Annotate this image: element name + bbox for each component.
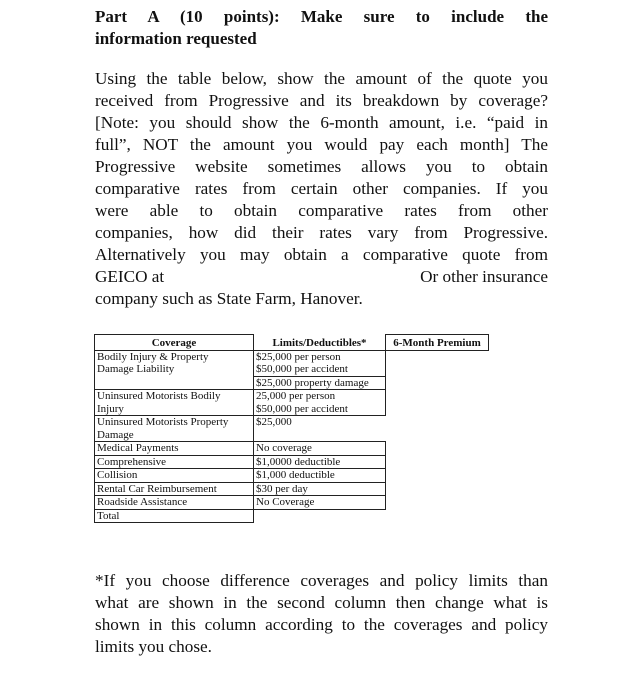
limits-text: $50,000 per accident (256, 402, 348, 415)
table-row (95, 442, 489, 456)
limits-cell (254, 455, 386, 469)
limits-text: $30 per day (256, 482, 308, 495)
limits-text: $1,000 deductible (256, 469, 335, 481)
paragraph-line: companies, how did their rates vary from Progressive. (95, 223, 548, 242)
paragraph-line: Using the table below, show the amount of the quote you (95, 69, 548, 88)
paragraph-last-line: company such as State Farm, Hanover. (95, 289, 363, 308)
premium-cell[interactable] (386, 350, 489, 390)
limits-cell (254, 509, 386, 523)
instructions-paragraph (95, 68, 548, 310)
premium-cell[interactable] (386, 390, 489, 416)
footnote (95, 570, 548, 658)
geico-line (95, 266, 548, 288)
coverage-cell (95, 442, 254, 456)
limits-cell (254, 469, 386, 483)
coverage-text: Medical Payments (97, 442, 179, 454)
table-row (95, 482, 489, 496)
limits-cell (254, 442, 386, 456)
limits-cell (254, 482, 386, 496)
limits-text: $25,000 property damage (254, 376, 385, 390)
limits-text: 25,000 per person (256, 390, 336, 402)
heading-line-2: information requested (95, 29, 257, 48)
heading-line-1: Part A (10 points): Make sure to include the (95, 7, 548, 26)
paragraph-line: comparative rates from certain other companies. If you (95, 179, 548, 198)
coverage-text: Comprehensive (97, 455, 167, 468)
premium-cell[interactable] (386, 469, 489, 483)
paragraph-line: were able to obtain comparative rates from other (95, 201, 548, 220)
coverage-cell (95, 350, 254, 390)
limits-cell (254, 496, 386, 510)
coverage-text: Roadside Assistance (97, 496, 188, 508)
header-premium: 6-Month Premium (386, 335, 489, 351)
table-row (95, 390, 489, 416)
limits-text: No Coverage (256, 496, 315, 508)
coverage-cell (95, 482, 254, 496)
footnote-line: what are shown in the second column then change what is (95, 593, 548, 612)
table-header-row (95, 335, 489, 351)
coverage-text: Damage Liability (97, 363, 175, 375)
limits-text: No coverage (256, 442, 312, 454)
table-row (95, 469, 489, 483)
coverage-cell (95, 509, 254, 523)
coverage-cell (95, 469, 254, 483)
coverage-cell (95, 416, 254, 442)
part-a-heading (95, 6, 548, 50)
table-row (95, 455, 489, 469)
geico-label: GEICO at (95, 267, 165, 286)
premium-cell[interactable] (386, 442, 489, 456)
table-row (95, 496, 489, 510)
paragraph-line: full”, NOT the amount you would pay each month] The (95, 135, 548, 154)
limits-text: $25,000 (256, 416, 292, 428)
coverage-table (94, 334, 489, 523)
table-row-total (95, 509, 489, 523)
premium-cell[interactable] (386, 509, 489, 523)
header-limits: Limits/Deductibles* (272, 336, 367, 349)
redacted-link-placeholder (197, 266, 387, 288)
coverage-cell (95, 455, 254, 469)
paragraph-line: Alternatively you may obtain a comparative quote from (95, 245, 548, 264)
premium-cell[interactable] (386, 455, 489, 469)
paragraph-line: Progressive website sometimes allows you to obtain (95, 157, 548, 176)
premium-cell[interactable] (386, 482, 489, 496)
coverage-text: Bodily Injury & Property (97, 350, 209, 363)
coverage-text: Collision (97, 469, 138, 481)
header-coverage: Coverage (95, 335, 254, 351)
table-row (95, 416, 489, 442)
coverage-cell (95, 496, 254, 510)
premium-cell[interactable] (386, 496, 489, 510)
coverage-cell (95, 390, 254, 416)
paragraph-line: received from Progressive and its breakdown by coverage? (95, 91, 548, 110)
limits-text: $1,0000 deductible (256, 455, 341, 468)
footnote-line: shown in this column according to the coverages and policy (95, 615, 548, 634)
limits-text: $50,000 per accident (256, 363, 348, 375)
total-label: Total (97, 509, 120, 522)
coverage-text: Uninsured Motorists Bodily (97, 390, 221, 402)
table-row (95, 350, 489, 390)
other-insurance-label: Or other insurance (420, 267, 548, 286)
limits-cell (254, 390, 386, 416)
limits-text: $25,000 per person (256, 350, 341, 363)
coverage-text: Uninsured Motorists Property (97, 416, 229, 428)
coverage-text: Rental Car Reimbursement (97, 482, 217, 495)
coverage-text: Damage (97, 428, 134, 441)
footnote-line: *If you choose difference coverages and policy limits than (95, 571, 548, 590)
premium-cell[interactable] (386, 416, 489, 442)
limits-cell (254, 416, 386, 442)
coverage-text: Injury (97, 402, 124, 415)
footnote-line: limits you chose. (95, 637, 212, 656)
limits-cell (254, 350, 386, 390)
paragraph-line: [Note: you should show the 6-month amount, i.e. “paid in (95, 113, 548, 132)
